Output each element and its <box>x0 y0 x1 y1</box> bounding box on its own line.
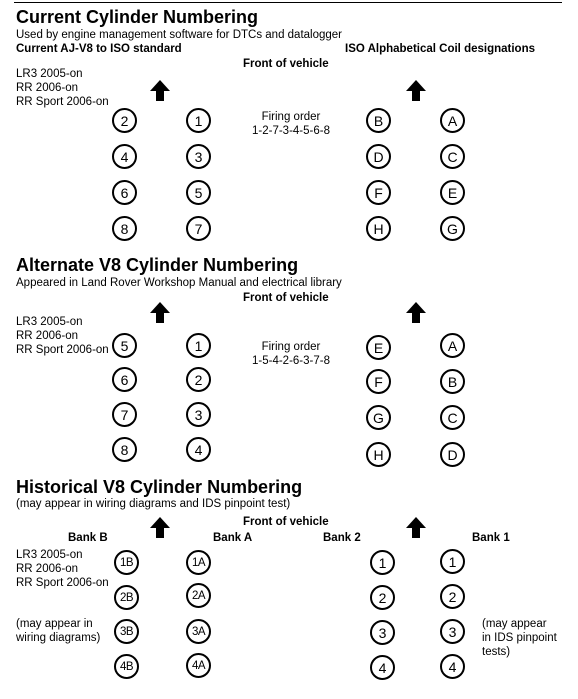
coil-circle: B <box>366 108 391 133</box>
section3-note-right <box>482 617 557 659</box>
top-rule <box>14 2 562 3</box>
cylinder-circle: 1 <box>440 549 465 574</box>
firing-order-label: Firing order <box>261 341 321 353</box>
cylinder-circle: 8 <box>112 437 137 462</box>
cylinder-circle: 6 <box>112 180 137 205</box>
cylinder-circle: 4 <box>186 437 211 462</box>
section1-left-header: Current AJ-V8 to ISO standard <box>16 43 182 55</box>
section1-firing-order <box>236 110 346 138</box>
section3-front-label: Front of vehicle <box>243 516 329 528</box>
section1-title: Current Cylinder Numbering <box>16 7 259 27</box>
note-line: tests) <box>482 646 511 658</box>
cylinder-circle: 4A <box>186 653 211 678</box>
model-item: RR 2006-on <box>16 563 79 575</box>
cylinder-circle: 8 <box>112 216 137 241</box>
coil-circle: E <box>440 180 465 205</box>
coil-circle: E <box>366 335 391 360</box>
coil-circle: A <box>440 108 465 133</box>
cylinder-circle: 1 <box>186 108 211 133</box>
cylinder-circle: 4 <box>440 654 465 679</box>
cylinder-circle: 2 <box>440 584 465 609</box>
model-item: RR Sport 2006-on <box>16 96 109 108</box>
bank-a-label: Bank A <box>213 532 253 544</box>
cylinder-circle: 2A <box>186 583 211 608</box>
cylinder-circle: 3B <box>114 619 139 644</box>
section2-models <box>16 315 109 357</box>
coil-circle: C <box>440 144 465 169</box>
coil-circle: H <box>366 216 391 241</box>
cylinder-circle: 4 <box>370 655 395 680</box>
cylinder-circle: 4B <box>114 654 139 679</box>
coil-circle: D <box>440 442 465 467</box>
model-item: RR Sport 2006-on <box>16 577 109 589</box>
model-item: LR3 2005-on <box>16 316 83 328</box>
coil-circle: C <box>440 405 465 430</box>
section3-note-left <box>16 617 100 645</box>
coil-circle: H <box>366 442 391 467</box>
cylinder-circle: 7 <box>112 402 137 427</box>
bank-2-label: Bank 2 <box>323 532 361 544</box>
note-line: (may appear <box>482 618 547 630</box>
section2-title: Alternate V8 Cylinder Numbering <box>16 255 299 275</box>
cylinder-circle: 3 <box>186 402 211 427</box>
section3-title: Historical V8 Cylinder Numbering <box>16 477 303 497</box>
section2-subtitle: Appeared in Land Rover Workshop Manual and electrical library <box>16 277 342 289</box>
cylinder-circle: 1A <box>186 550 211 575</box>
section3-subtitle: (may appear in wiring diagrams and IDS pinpoint test) <box>16 498 291 510</box>
coil-circle: B <box>440 369 465 394</box>
model-item: RR 2006-on <box>16 82 79 94</box>
bank-b-label: Bank B <box>68 532 108 544</box>
section1-right-header: ISO Alphabetical Coil designations <box>345 43 535 55</box>
cylinder-circle: 5 <box>112 333 137 358</box>
firing-order-value: 1-2-7-3-4-5-6-8 <box>252 125 330 137</box>
cylinder-circle: 2 <box>370 585 395 610</box>
cylinder-circle: 1 <box>370 550 395 575</box>
cylinder-circle: 3A <box>186 619 211 644</box>
cylinder-circle: 2B <box>114 585 139 610</box>
section2-front-label: Front of vehicle <box>243 292 329 304</box>
firing-order-label: Firing order <box>261 111 321 123</box>
note-line: wiring diagrams) <box>16 632 101 644</box>
section1-subtitle: Used by engine management software for DTCs and datalogger <box>16 29 343 41</box>
section3-models <box>16 548 109 590</box>
model-item: LR3 2005-on <box>16 68 83 80</box>
coil-circle: G <box>366 405 391 430</box>
cylinder-circle: 1 <box>186 333 211 358</box>
coil-circle: F <box>366 369 391 394</box>
section1-models <box>16 67 109 109</box>
cylinder-circle: 6 <box>112 367 137 392</box>
cylinder-circle: 7 <box>186 216 211 241</box>
coil-circle: G <box>440 216 465 241</box>
note-line: in IDS pinpoint <box>482 632 557 644</box>
cylinder-circle: 3 <box>370 620 395 645</box>
coil-circle: F <box>366 180 391 205</box>
section1-front-label: Front of vehicle <box>243 58 329 70</box>
note-line: (may appear in <box>16 618 93 630</box>
bank-1-label: Bank 1 <box>472 532 510 544</box>
section2-firing-order <box>236 340 346 368</box>
model-item: RR Sport 2006-on <box>16 344 109 356</box>
firing-order-value: 1-5-4-2-6-3-7-8 <box>252 355 330 367</box>
cylinder-circle: 3 <box>440 619 465 644</box>
cylinder-circle: 2 <box>112 108 137 133</box>
coil-circle: A <box>440 333 465 358</box>
model-item: LR3 2005-on <box>16 549 83 561</box>
cylinder-circle: 5 <box>186 180 211 205</box>
cylinder-circle: 2 <box>186 367 211 392</box>
coil-circle: D <box>366 144 391 169</box>
model-item: RR 2006-on <box>16 330 79 342</box>
cylinder-circle: 1B <box>114 550 139 575</box>
cylinder-circle: 3 <box>186 144 211 169</box>
cylinder-circle: 4 <box>112 144 137 169</box>
